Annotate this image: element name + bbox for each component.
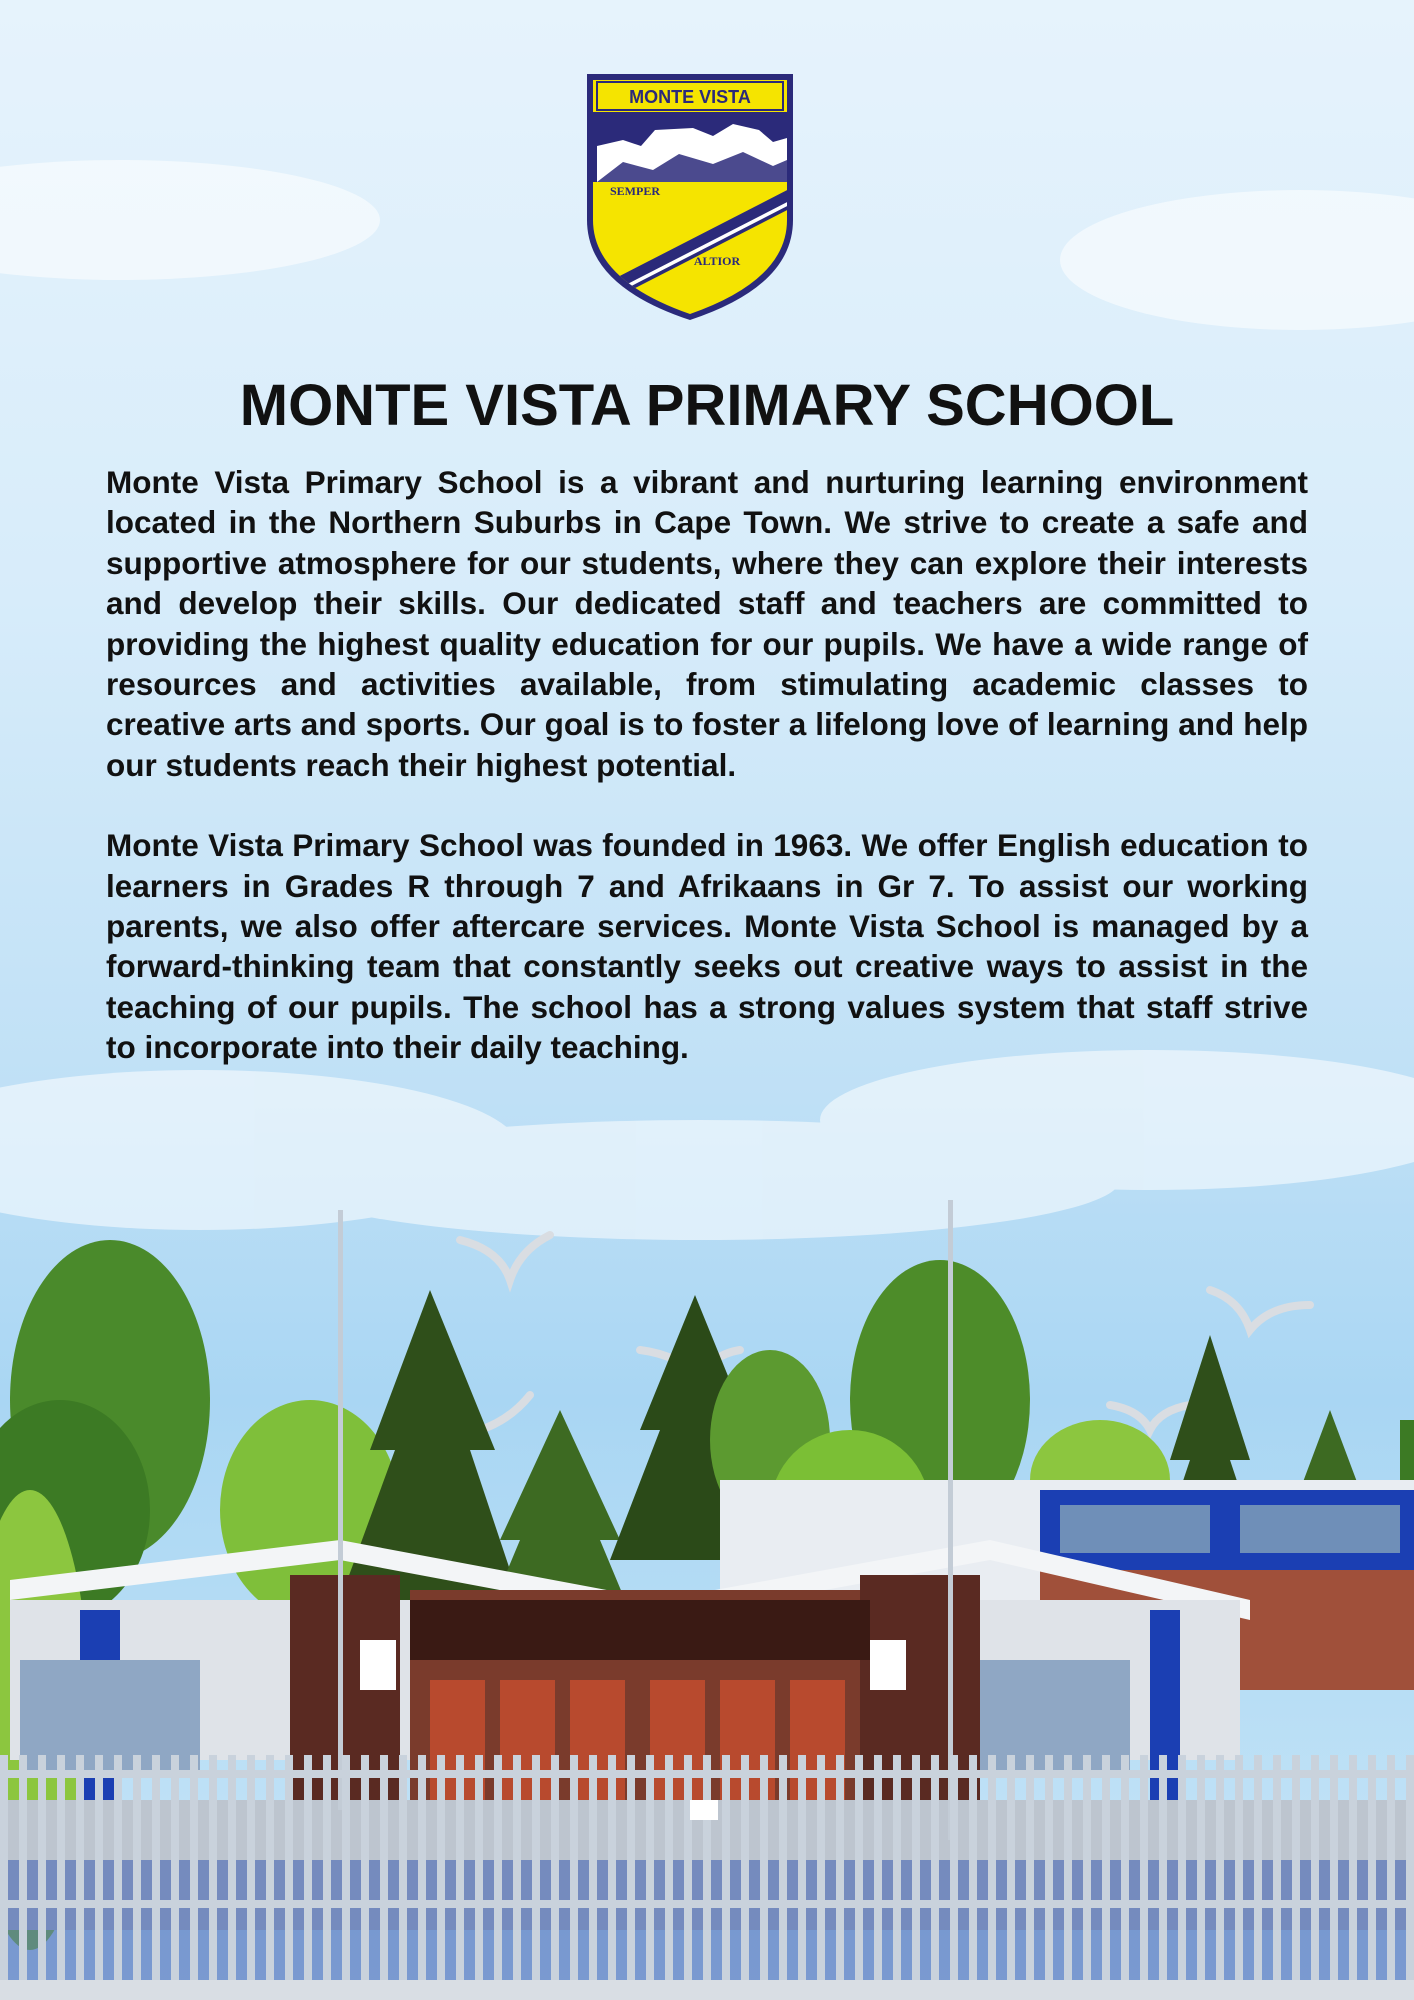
fence-picket xyxy=(722,1755,730,1980)
fence-picket xyxy=(532,1755,540,1980)
fence-picket xyxy=(285,1755,293,1980)
fence-picket xyxy=(779,1755,787,1980)
fence-picket xyxy=(1387,1755,1395,1980)
fence-picket xyxy=(741,1755,749,1980)
crest-motto-right: ALTIOR xyxy=(693,254,741,268)
fence-picket xyxy=(475,1755,483,1980)
crest-banner-text: MONTE VISTA xyxy=(629,87,751,107)
fence-picket xyxy=(1216,1755,1224,1980)
fence-picket xyxy=(1007,1755,1015,1980)
fence-picket xyxy=(1121,1755,1129,1980)
flagpole-right xyxy=(948,1200,953,1840)
fence-picket xyxy=(76,1755,84,1980)
fence-picket xyxy=(133,1755,141,1980)
crest-motto-left: SEMPER xyxy=(609,184,661,198)
fence-picket xyxy=(114,1755,122,1980)
fence-picket xyxy=(855,1755,863,1980)
school-building-illustration xyxy=(0,1180,1414,2000)
fence-picket xyxy=(1026,1755,1034,1980)
fence-picket xyxy=(304,1755,312,1980)
fence-picket xyxy=(1368,1755,1376,1980)
fence-picket xyxy=(1254,1755,1262,1980)
fence-picket xyxy=(988,1755,996,1980)
fence-picket xyxy=(95,1755,103,1980)
fence-picket xyxy=(57,1755,65,1980)
fence-picket xyxy=(798,1755,806,1980)
fence-picket xyxy=(665,1755,673,1980)
fence-picket xyxy=(361,1755,369,1980)
fence-picket xyxy=(418,1755,426,1980)
fence-picket xyxy=(1406,1755,1414,1980)
fence-picket xyxy=(247,1755,255,1980)
paragraph-history: Monte Vista Primary School was founded in 1963. We offer English education to learners in Grades R through 7 and Afrikaans in Gr 7. To assist our working parents, we also offer aftercare services. Monte Vista School is managed by a forward-thinking team that constantly seeks out creative ways to assist in the teaching of our pupils. The school has a strong values system that staff strive to incorporate into their daily teaching. xyxy=(106,827,1308,1066)
fence-picket xyxy=(190,1755,198,1980)
fence-picket xyxy=(684,1755,692,1980)
fence-picket xyxy=(817,1755,825,1980)
fence-picket xyxy=(646,1755,654,1980)
fence-picket xyxy=(1311,1755,1319,1980)
fence-picket xyxy=(323,1755,331,1980)
fence-picket xyxy=(1178,1755,1186,1980)
school-crest-logo xyxy=(583,70,797,320)
flagpole-left xyxy=(338,1210,343,1810)
fence-picket xyxy=(380,1755,388,1980)
fence-picket xyxy=(1140,1755,1148,1980)
fence-picket xyxy=(19,1755,27,1980)
fence-picket xyxy=(513,1755,521,1980)
fence-picket xyxy=(456,1755,464,1980)
fence-picket xyxy=(893,1755,901,1980)
fence-picket xyxy=(1083,1755,1091,1980)
fence-picket xyxy=(1197,1755,1205,1980)
fence-picket xyxy=(38,1755,46,1980)
fence-picket xyxy=(494,1755,502,1980)
fence-picket xyxy=(1045,1755,1053,1980)
fence-picket xyxy=(0,1755,8,1980)
fence-picket xyxy=(1235,1755,1243,1980)
fence-picket xyxy=(760,1755,768,1980)
gate-sign xyxy=(690,1800,718,1820)
fence-picket xyxy=(874,1755,882,1980)
page-title: MONTE VISTA PRIMARY SCHOOL xyxy=(239,373,1175,438)
fence-picket xyxy=(1159,1755,1167,1980)
fence-picket xyxy=(228,1755,236,1980)
fence xyxy=(0,1755,1414,1980)
fence-picket xyxy=(1292,1755,1300,1980)
fence-picket xyxy=(1330,1755,1338,1980)
fence-picket xyxy=(1102,1755,1110,1980)
fence-picket xyxy=(570,1755,578,1980)
fence-picket xyxy=(969,1755,977,1980)
intro-text xyxy=(106,462,1308,1068)
fence-picket xyxy=(551,1755,559,1980)
fence-picket xyxy=(171,1755,179,1980)
paragraph-about: Monte Vista Primary School is a vibrant and nurturing learning environment located in the Northern Suburbs in Cape Town. We strive to create a safe and supportive atmosphere for our students, where they can explore their interests and develop their skills. Our dedicated staff and teachers are committed to providing the highest quality education for our pupils. We have a wide range of resources and activities available, from stimulating academic classes to creative arts and sports. Our goal is to foster a lifelong love of learning and help our students reach their highest potential. xyxy=(106,464,1308,783)
fence-picket xyxy=(1273,1755,1281,1980)
fence-picket xyxy=(209,1755,217,1980)
fence-picket xyxy=(627,1755,635,1980)
fence-picket xyxy=(399,1755,407,1980)
fence-picket xyxy=(931,1755,939,1980)
fence-picket xyxy=(266,1755,274,1980)
fence-picket xyxy=(1349,1755,1357,1980)
fence-picket xyxy=(589,1755,597,1980)
fence-picket xyxy=(437,1755,445,1980)
fence-picket xyxy=(950,1755,958,1980)
fence-picket xyxy=(703,1755,711,1980)
fence-picket xyxy=(1064,1755,1072,1980)
fence-picket xyxy=(342,1755,350,1980)
fence-picket xyxy=(912,1755,920,1980)
fence-picket xyxy=(608,1755,616,1980)
fence-picket xyxy=(836,1755,844,1980)
fence-picket xyxy=(152,1755,160,1980)
